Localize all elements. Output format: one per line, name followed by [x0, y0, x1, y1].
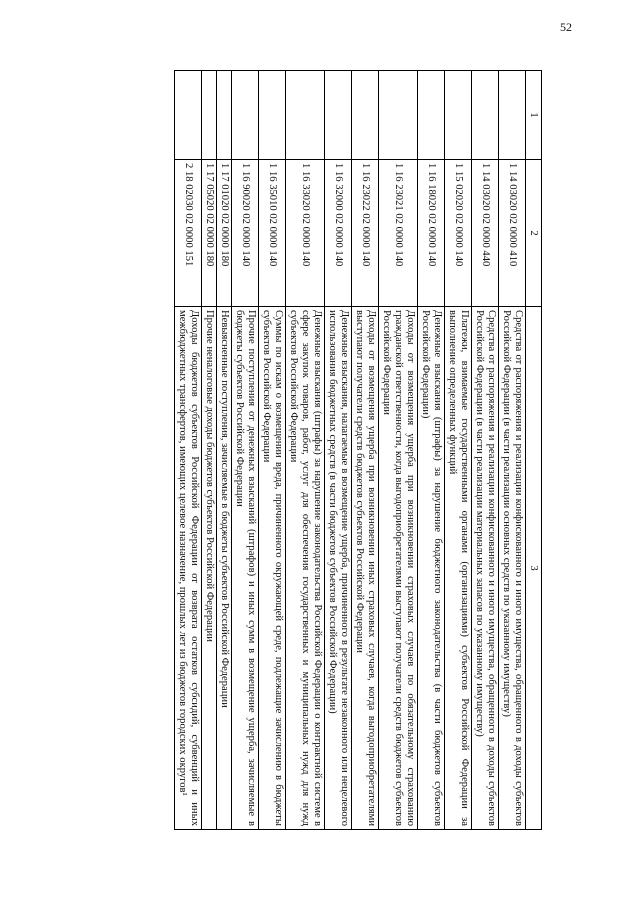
revenue-description: Суммы по искам о возмещении вреда, причиненного окружающей среде, подлежащие зачислению в бюджеты субъектов Российской Федерации	[259, 307, 286, 830]
revenue-description: Денежные взыскания (штрафы) за нарушение законодательства Российской Федерации о контрактной системе в сфере закупок товаров, работ, услуг для обеспечения государственных и муниципальных нужд для нужд субъектов Российской Федерации	[286, 307, 325, 830]
revenue-code: 1 15 02020 02 0000 140	[445, 160, 472, 307]
revenue-description: Доходы от возмещения ущерба при возникновении страховых случаев по обязательному страхованию гражданской ответственности, когда выгодоприобретателями выступают получатели средств бюджетов субъектов Российской Федерации	[379, 307, 418, 830]
revenue-description: Доходы бюджетов субъектов Российской Федерации от возврата остатков субсидий, субвенций и иных межбюджетных трансфертов, имеющих целевое назначение, прошлых лет из бюджетов городских округов¹	[175, 307, 202, 830]
row-col-1-empty	[202, 71, 217, 160]
revenue-description: Прочие поступления от денежных взысканий (штрафов) и иных сумм в возмещение ущерба, зачисляемые в бюджеты субъектов Российской Федерации	[232, 307, 259, 830]
row-col-1-empty	[232, 71, 259, 160]
table-row	[499, 71, 526, 830]
row-col-1-empty	[418, 71, 445, 160]
revenue-code: 1 16 35010 02 0000 140	[259, 160, 286, 307]
revenue-code: 1 16 18020 02 0000 140	[418, 160, 445, 307]
revenue-description: Платежи, взимаемые государственными органами (организациями) субъектов Российской Федерации за выполнение определенных функций	[445, 307, 472, 830]
revenue-description: Средства от распоряжения и реализации конфискованного и иного имущества, обращенного в доходы субъектов Российской Федерации (в части реализации основных средств по указанному имуществу)	[499, 307, 526, 830]
revenue-description: Денежные взыскания (штрафы) за нарушение бюджетного законодательства (в части бюджетов субъектов Российской Федерации)	[418, 307, 445, 830]
table-row	[175, 71, 202, 830]
revenue-description: Доходы от возмещения ущерба при возникновении иных страховых случаев, когда выгодоприобретателями выступают получатели средств бюджетов субъектов Российской Федерации	[352, 307, 379, 830]
table-row	[259, 71, 286, 830]
table-row	[202, 71, 217, 830]
table-row	[472, 71, 499, 830]
row-col-1-empty	[499, 71, 526, 160]
row-col-1-empty	[352, 71, 379, 160]
row-col-1-empty	[286, 71, 325, 160]
revenue-codes-table	[174, 70, 542, 830]
table-row	[445, 71, 472, 830]
revenue-code: 1 16 23021 02 0000 140	[379, 160, 418, 307]
revenue-description: Денежные взыскания, налагаемые в возмещение ущерба, причиненного в результате незаконного или нецелевого использования бюджетных средств (в части бюджетов субъектов Российской Федерации)	[325, 307, 352, 830]
table-row	[418, 71, 445, 830]
row-col-1-empty	[259, 71, 286, 160]
table-row	[232, 71, 259, 830]
table-row	[325, 71, 352, 830]
table-row	[352, 71, 379, 830]
revenue-code: 1 14 03020 02 0000 410	[499, 160, 526, 307]
revenue-description: Средства от распоряжения и реализации конфискованного и иного имущества, обращенного в доходы субъектов Российской Федерации (в части реализации материальных запасов по указанному имуществу)	[472, 307, 499, 830]
table-header-row	[526, 71, 542, 830]
row-col-1-empty	[445, 71, 472, 160]
revenue-code: 1 16 90020 02 0000 140	[232, 160, 259, 307]
row-col-1-empty	[472, 71, 499, 160]
row-col-1-empty	[325, 71, 352, 160]
revenue-code: 1 14 03020 02 0000 440	[472, 160, 499, 307]
revenue-description: Прочие неналоговые доходы бюджетов субъектов Российской Федерации	[202, 307, 217, 830]
revenue-code: 1 17 01020 02 0000 180	[217, 160, 232, 307]
revenue-code: 1 16 33020 02 0000 140	[286, 160, 325, 307]
table-row	[217, 71, 232, 830]
row-col-1-empty	[379, 71, 418, 160]
table-row	[286, 71, 325, 830]
table-row	[379, 71, 418, 830]
revenue-code: 1 17 05020 02 0000 180	[202, 160, 217, 307]
rotated-document	[64, 70, 542, 830]
header-col-1: 1	[526, 71, 542, 160]
revenue-code: 1 16 32000 02 0000 140	[325, 160, 352, 307]
row-col-1-empty	[217, 71, 232, 160]
page-number: 52	[560, 20, 572, 34]
header-col-3: 3	[526, 307, 542, 830]
revenue-code: 1 16 23022 02 0000 140	[352, 160, 379, 307]
revenue-code: 2 18 02030 02 0000 151	[175, 160, 202, 307]
header-col-2: 2	[526, 160, 542, 307]
revenue-description: Невыясненные поступления, зачисляемые в бюджеты субъектов Российской Федерации	[217, 307, 232, 830]
row-col-1-empty	[175, 71, 202, 160]
